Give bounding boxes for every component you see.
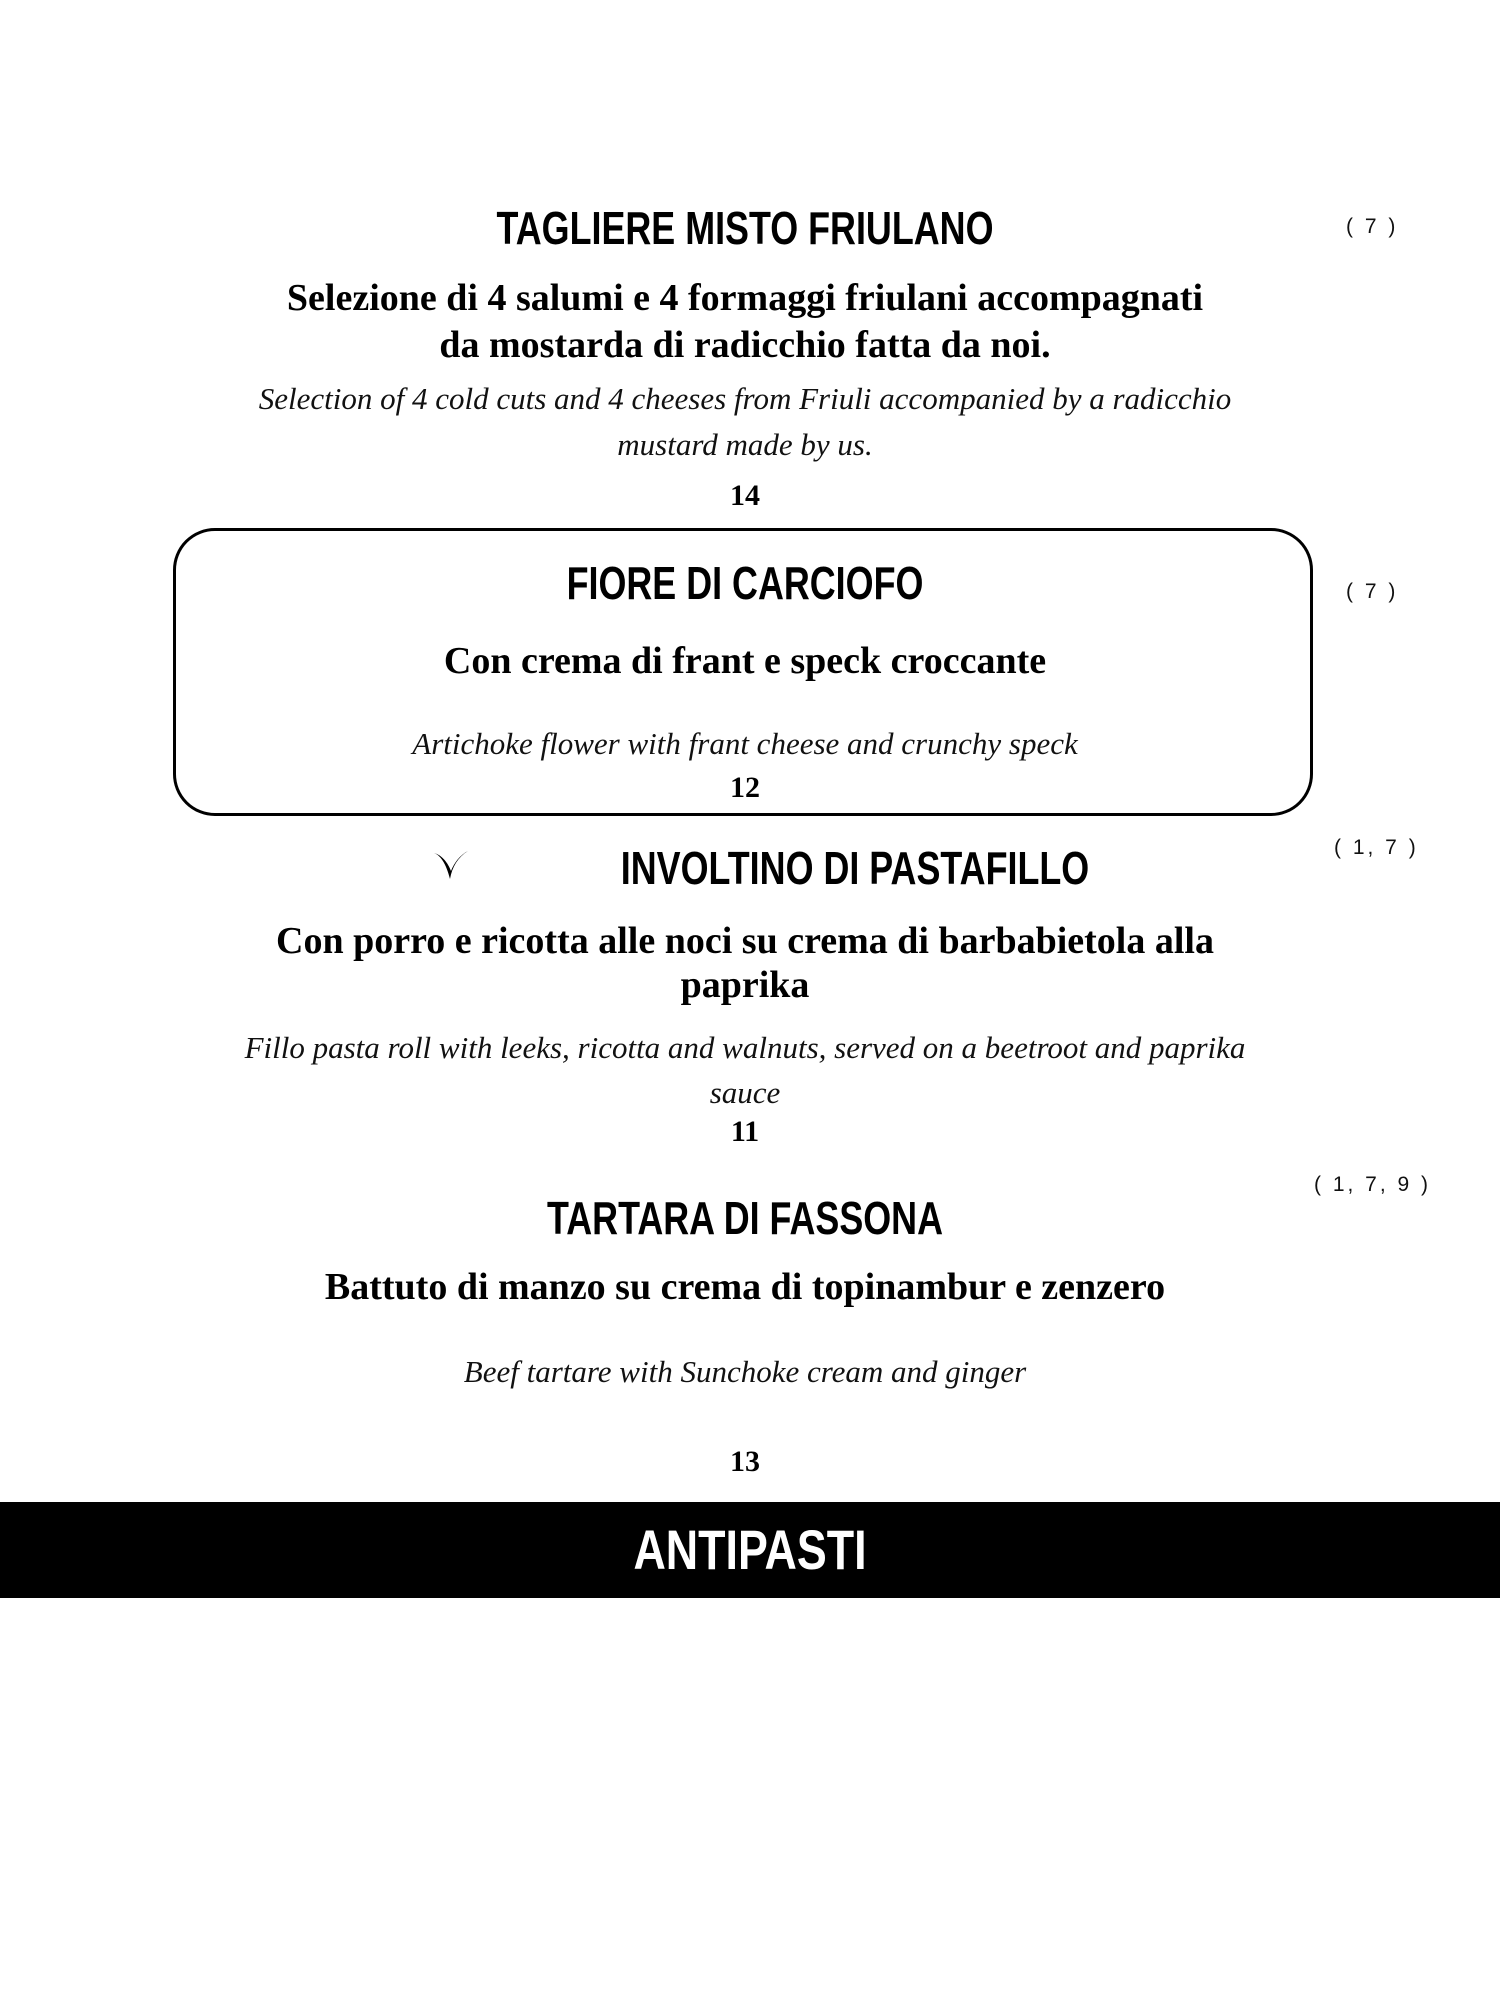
- dish-description-it-line2: paprika: [680, 964, 810, 1006]
- dish-price: 13: [730, 1445, 760, 1478]
- dish-description-en-line2: mustard made by us.: [617, 427, 873, 462]
- dish-description-en: Artichoke flower with frant cheese and crunchy speck: [412, 726, 1078, 761]
- allergens-label: ( 7 ): [1346, 580, 1399, 603]
- dish-description-en-line1: Fillo pasta roll with leeks, ricotta and walnuts, served on a beetroot and paprika: [244, 1030, 1246, 1065]
- allergens-label: ( 7 ): [1346, 215, 1399, 238]
- dish-price: 11: [730, 1115, 760, 1148]
- allergens-label: ( 1, 7, 9 ): [1314, 1173, 1432, 1196]
- dish-title: FIORE DI CARCIOFO: [566, 557, 924, 609]
- dish-description-en: Beef tartare with Sunchoke cream and ginger: [463, 1354, 1027, 1389]
- dish-title: TAGLIERE MISTO FRIULANO: [496, 202, 994, 254]
- dish-price: 14: [730, 479, 760, 512]
- dish-title: TARTARA DI FASSONA: [547, 1192, 943, 1244]
- dish-description-en-line1: Selection of 4 cold cuts and 4 cheeses from Friuli accompanied by a radicchio: [258, 381, 1232, 416]
- section-banner: [0, 1502, 1500, 1598]
- dish-description-it: Battuto di manzo su crema di topinambur e zenzero: [324, 1266, 1166, 1308]
- dish-description-it-line1: Con porro e ricotta alle noci su crema di barbabietola alla: [276, 920, 1214, 962]
- dish-price: 12: [730, 771, 760, 804]
- dish-description-it-line2: da mostarda di radicchio fatta da noi.: [439, 324, 1051, 366]
- dish-description-en-line2: sauce: [709, 1075, 781, 1110]
- dish-title: INVOLTINO DI PASTAFILLO: [620, 842, 1090, 894]
- section-title: ANTIPASTI: [633, 1518, 867, 1581]
- dish-description-it: Con crema di frant e speck croccante: [443, 640, 1047, 682]
- allergens-label: ( 1, 7 ): [1334, 836, 1419, 859]
- dish-description-it-line1: Selezione di 4 salumi e 4 formaggi friulani accompagnati: [286, 277, 1204, 319]
